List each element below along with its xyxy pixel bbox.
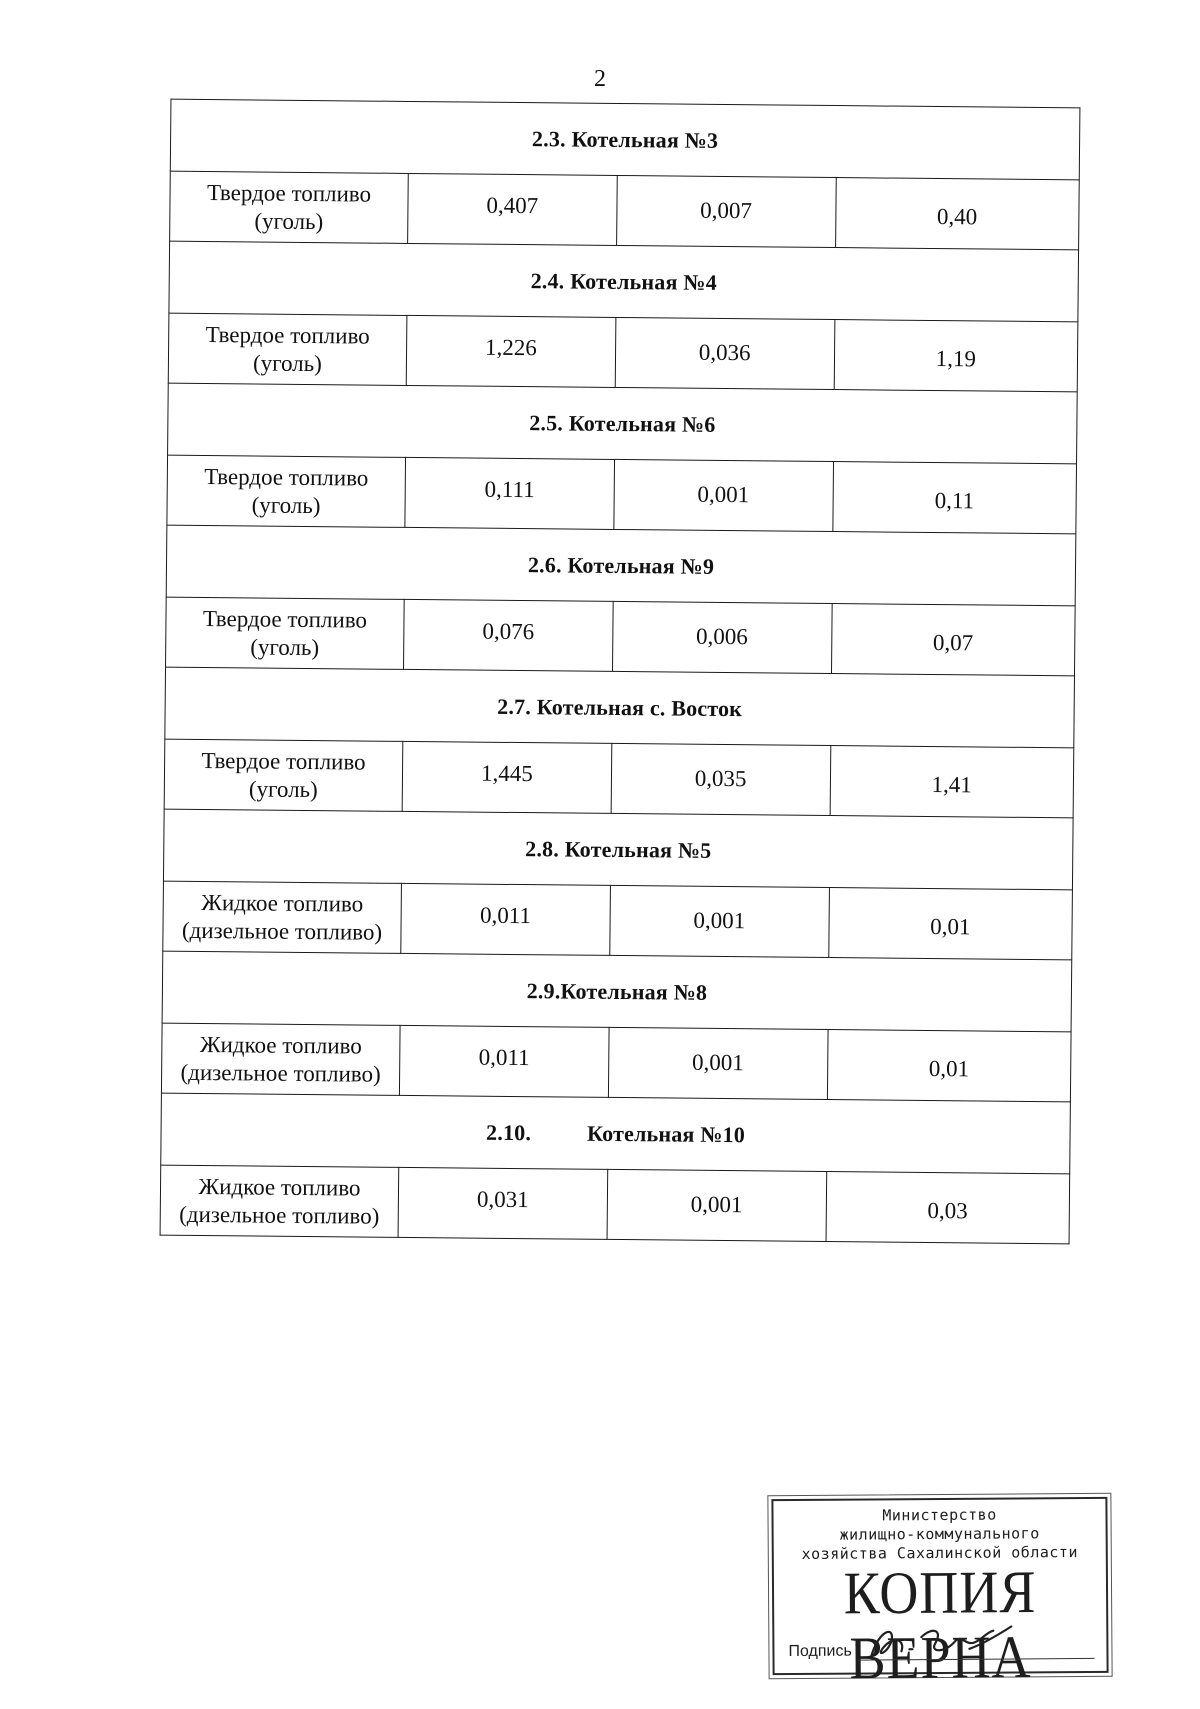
table-row [167,455,1077,534]
value-cell: 0,111 [405,457,614,529]
section-header-row [161,1093,1071,1174]
value-cell: 0,40 [835,178,1079,250]
value-cell: 0,006 [612,601,831,673]
section-title: 2.4. Котельная №4 [169,241,1079,322]
certified-copy-stamp [771,1497,1108,1692]
section-title: 2.10. Котельная №10 [161,1093,1071,1174]
fuel-consumption-table [160,99,1081,1245]
fuel-type-cell: Твердое топливо (уголь) [166,597,405,669]
value-cell: 0,007 [616,175,835,247]
stamp-org-line: жилищно-коммунального [839,1524,1040,1544]
section-title: 2.7. Котельная с. Восток [165,667,1075,748]
stamp-org-line: Министерство [882,1505,997,1525]
value-cell: 0,035 [611,743,830,815]
section-title: 2.9.Котельная №8 [162,951,1072,1032]
table-row [166,597,1076,676]
fuel-type-cell: Твердое топливо (уголь) [170,171,409,243]
section-header-row [165,667,1075,748]
value-cell: 0,031 [398,1167,607,1239]
signature-label: Подпись [788,1642,852,1661]
signature-line [858,1620,1095,1661]
value-cell: 0,011 [401,883,610,955]
table-row [168,313,1078,392]
page-number: 2 [594,66,606,92]
value-cell: 0,11 [832,462,1076,534]
stamp-org-line: хозяйства Сахалинской области [801,1543,1079,1563]
value-cell: 1,445 [402,741,611,813]
table-row [163,881,1073,960]
value-cell: 0,001 [614,459,833,531]
value-cell: 0,03 [826,1172,1070,1244]
fuel-type-cell: Твердое топливо (уголь) [168,313,407,385]
section-header-row [169,241,1079,322]
value-cell: 0,01 [828,888,1072,960]
section-header-row [162,951,1072,1032]
stamp-organization [773,1505,1105,1564]
table-row [164,739,1074,818]
table-row [170,171,1080,250]
stamp-signature-row [788,1620,1094,1661]
table-row [160,1165,1070,1244]
value-cell: 0,036 [615,317,834,389]
fuel-type-cell: Жидкое топливо (дизельное топливо) [163,881,402,953]
section-header-row [163,809,1073,890]
value-cell: 0,001 [607,1169,826,1241]
table-row [161,1023,1071,1102]
value-cell: 1,226 [406,315,615,387]
section-header-row [170,99,1080,180]
section-title: 2.8. Котельная №5 [163,809,1073,890]
fuel-type-cell: Твердое топливо (уголь) [167,455,406,527]
value-cell: 0,001 [608,1027,827,1099]
section-header-row [166,525,1076,606]
value-cell: 1,41 [830,746,1074,818]
value-cell: 0,01 [827,1030,1071,1102]
value-cell: 0,076 [404,599,613,671]
value-cell: 0,011 [399,1025,608,1097]
fuel-type-cell: Жидкое топливо (дизельное топливо) [161,1023,400,1095]
section-title: 2.3. Котельная №3 [170,99,1080,180]
value-cell: 0,001 [610,885,829,957]
value-cell: 0,07 [831,604,1075,676]
fuel-type-cell: Жидкое топливо (дизельное топливо) [160,1165,399,1237]
stamp-main-text: КОПИЯ ВЕРНА [843,1558,1037,1692]
section-header-row [168,383,1078,464]
section-title: 2.6. Котельная №9 [166,525,1076,606]
section-title: 2.5. Котельная №6 [168,383,1078,464]
value-cell: 1,19 [834,320,1078,392]
fuel-type-cell: Твердое топливо (уголь) [164,739,403,811]
value-cell: 0,407 [408,173,617,245]
handwritten-signature [866,1618,1016,1665]
